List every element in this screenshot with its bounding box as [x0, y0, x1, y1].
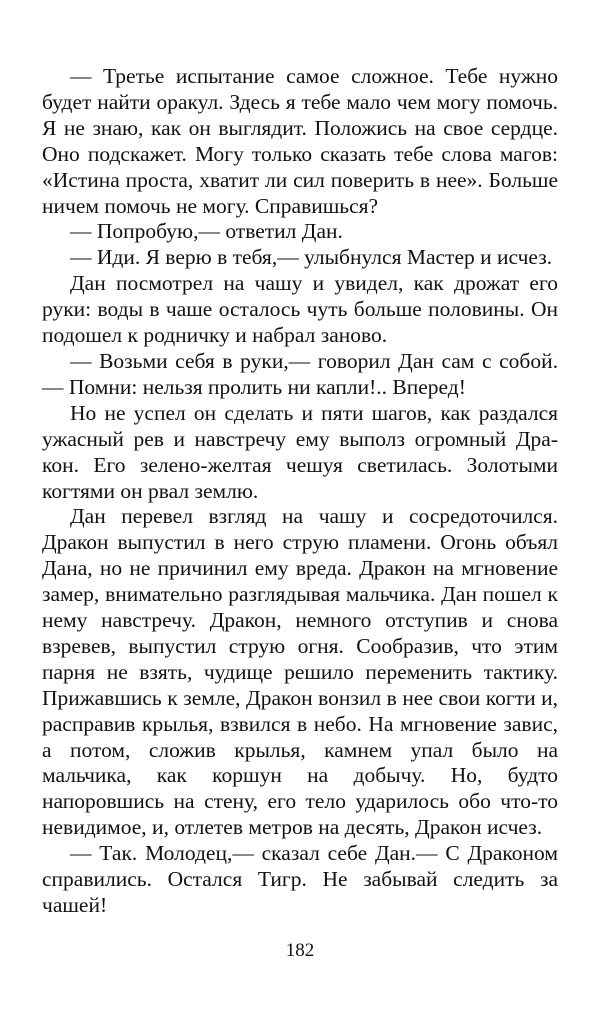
paragraph-self-talk: — Возьми себя в руки,— говорил Дан сам с собой.— Помни: нельзя пролить ни капли!.. Вперед! [42, 348, 558, 399]
paragraph-oracle-instruction: — Третье испытание самое сложное. Тебе нужно будет найти оракул. Здесь я тебе мало чем могу помочь. Я не знаю, как он выглядит. Положись на свое сердце. Оно подскажет. Могу только сказать тебе слова магов: «Истина проста, хватит ли сил поверить в нее». Больше ничем помочь не могу. Справишься? [42, 64, 558, 218]
paragraph-dan-reply: — Попробую,— ответил Дан. [70, 219, 343, 244]
paragraph-master-leaves: — Иди. Я верю в тебя,— улыбнулся Мастер и исчез. [70, 245, 553, 270]
paragraph-dragon-appears: Но не успел он сделать и пяти шагов, как раздался ужасный рев и навстречу ему выполз огромный Дракон. Его зелено-желтая чешуя светилась. Золотыми когтями он рвал землю. [42, 400, 558, 503]
paragraph-trembling-hands: Дан посмотрел на чашу и увидел, как дрожат его руки: воды в чаше осталось чуть больше половины. Он подошел к родничку и набрал заново. [42, 271, 558, 348]
paragraph-dragon-defeated: — Так. Молодец,— сказал себе Дан.— С Драконом справились. Остался Тигр. Не забывай следить за чашей! [42, 841, 558, 917]
book-page-text [42, 64, 558, 919]
paragraph-dragon-fight: Дан перевел взгляд на чашу и сосредоточился. Дракон выпустил в него струю пламени. Огонь объял Дана, но не причинил ему вреда. Дракон на мгновение замер, внимательно разглядывая мальчика. Дан пошел к нему навстречу. Дракон, немного отступив и снова взревев, выпустил струю огня. Сообразив, что этим парня не взять, чудище решило переменить тактику. Прижавшись к земле, Дракон вонзил в нее свои когти и, расправив крылья, взвился в небо. На мгновение завис, а потом, сложив крылья, камнем упал было на мальчика, как коршун на добычу. Но, будто напоровшись на стену, его тело ударилось обо что-то невидимое, и, отлетев метров на десять, Дракон исчез. [42, 504, 558, 840]
page-number: 182 [285, 940, 315, 961]
